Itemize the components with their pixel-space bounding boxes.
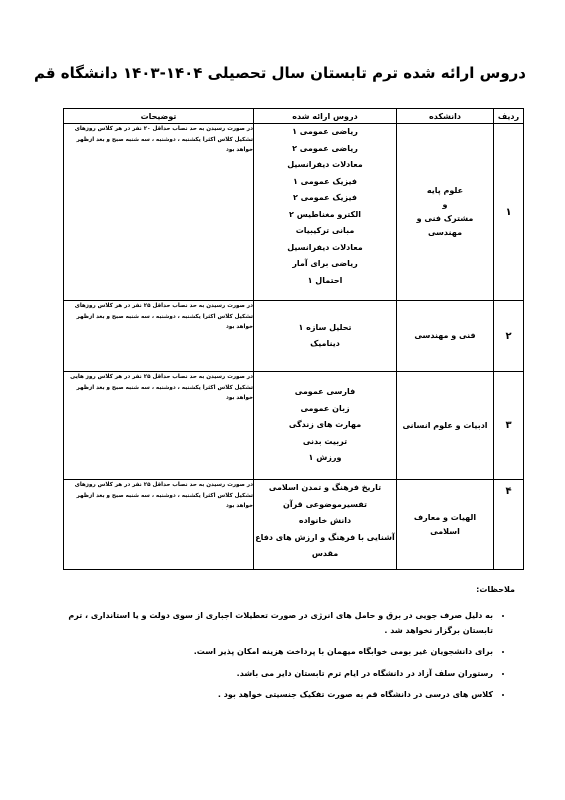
description-cell: در صورت رسیدن به حد نصاب حداقل ۲۵ نفر در هر کلاس روزهای تشکیل کلاس اکثرا یکشنبه ، دوشنبه ، سه شنبه صبح و بعد ازظهر خواهد بود <box>64 480 254 570</box>
course-item: دینامیک <box>310 339 340 348</box>
header-courses: دروس ارائه شده <box>254 109 397 124</box>
faculty-line: و <box>442 200 448 209</box>
course-item: دانش خانواده <box>298 516 352 525</box>
faculty-line: مشترک فنی و <box>416 214 474 223</box>
course-item: تاریخ فرهنگ و تمدن اسلامی <box>268 483 382 492</box>
table-row <box>64 372 524 480</box>
courses-table <box>63 108 524 570</box>
faculty-line: علوم پایه <box>426 186 464 195</box>
list-item: • برای دانشجویان غیر بومی خوابگاه میهمان با پرداخت هزینه امکان پذیر است. <box>40 644 493 659</box>
description-cell: در صورت رسیدن به حد نصاب حداقل ۲۵ نفر در هر کلاس روز هایی تشکیل کلاس اکثرا یکشنبه ، دوشنبه ، سه شنبه صبح و بعد ازظهر خواهد بود <box>64 372 254 480</box>
header-row-number: ردیف <box>494 109 524 124</box>
course-item: تربیت بدنی <box>302 436 348 446</box>
course-item: فیزیک عمومی ۲ <box>292 193 358 202</box>
course-item: ریاضی عمومی ۱ <box>292 127 358 136</box>
row-number: ۲ <box>494 301 524 372</box>
course-item: زبان عمومی <box>300 403 350 413</box>
course-item: فارسی عمومی <box>294 387 356 397</box>
courses-cell <box>254 372 397 480</box>
page-title: دروس ارائه شده ترم تابستان سال تحصیلی ۱۴۰۴-۱۴۰۳ دانشگاه قم <box>33 64 527 82</box>
table-header-row <box>64 109 524 124</box>
courses-cell <box>254 301 397 372</box>
course-item: معادلات دیفرانسیل <box>287 160 363 169</box>
row-number: ۴ <box>494 480 524 570</box>
description-cell: در صورت رسیدن به حد نصاب حداقل ۲۰ نفر در هر کلاس روزهای تشکیل کلاس اکثرا یکشنبه ، دوشنبه ، سه شنبه صبح و بعد ازظهر خواهد بود <box>64 124 254 301</box>
header-faculty: دانشکده <box>397 109 494 124</box>
courses-cell <box>254 480 397 570</box>
faculty-cell <box>397 372 494 480</box>
row-number: ۱ <box>494 124 524 301</box>
course-item: ورزش ۱ <box>308 453 342 463</box>
description-cell: در صورت رسیدن به حد نصاب حداقل ۲۵ نفر در هر کلاس روزهای تشکیل کلاس اکثرا یکشنبه ، دوشنبه ، سه شنبه صبح و بعد ازظهر خواهد بود <box>64 301 254 372</box>
row-number: ۳ <box>494 372 524 480</box>
course-item: معادلات دیفرانسیل <box>287 242 363 252</box>
list-item: • کلاس های درسی در دانشگاه قم به صورت تفکیک جنسیتی خواهد بود . <box>40 687 493 702</box>
faculty-line: ادبیات و علوم انسانی <box>402 420 488 430</box>
list-item: • به دلیل صرف جویی در برق و حامل های انرژی در صورت تعطیلات اجباری از سوی دولت و یا استانداری ، ترم تابستان برگزار نخواهد شد . <box>40 608 493 638</box>
notes-section <box>40 585 515 708</box>
course-item: الکترو مغناطیس ۲ <box>289 209 361 219</box>
header-descriptions: توضیحات <box>64 109 254 124</box>
table-row <box>64 124 524 301</box>
courses-cell <box>254 124 397 301</box>
table-row <box>64 301 524 372</box>
course-item: مقدس <box>311 549 339 558</box>
course-item: مهارت های زندگی <box>288 420 362 430</box>
course-item: مبانی ترکیبیات <box>295 226 355 235</box>
course-item: آشنایی با فرهنگ و ارزش های دفاع <box>255 532 395 542</box>
table-row <box>64 480 524 570</box>
list-item: • رستوران سلف آزاد در دانشگاه در ایام ترم تابستان دایر می باشد. <box>40 666 493 681</box>
course-item: احتمال ۱ <box>307 275 343 285</box>
notes-heading: ملاحظات: <box>476 585 515 594</box>
faculty-cell <box>397 301 494 372</box>
faculty-cell <box>397 480 494 570</box>
faculty-line: فنی و مهندسی <box>414 331 476 340</box>
course-item: تفسیرموضوعی قرآن <box>283 499 367 509</box>
faculty-line: اسلامی <box>430 526 460 536</box>
notes-list <box>40 608 515 702</box>
course-item: ریاضی برای آمار <box>292 259 358 268</box>
course-item: ریاضی عمومی ۲ <box>292 143 358 153</box>
course-item: تحلیل سازه ۱ <box>298 322 352 332</box>
faculty-cell <box>397 124 494 301</box>
faculty-line: مهندسی <box>427 228 463 237</box>
course-item: فیزیک عمومی ۱ <box>292 176 358 186</box>
faculty-line: الهیات و معارف <box>413 512 477 522</box>
